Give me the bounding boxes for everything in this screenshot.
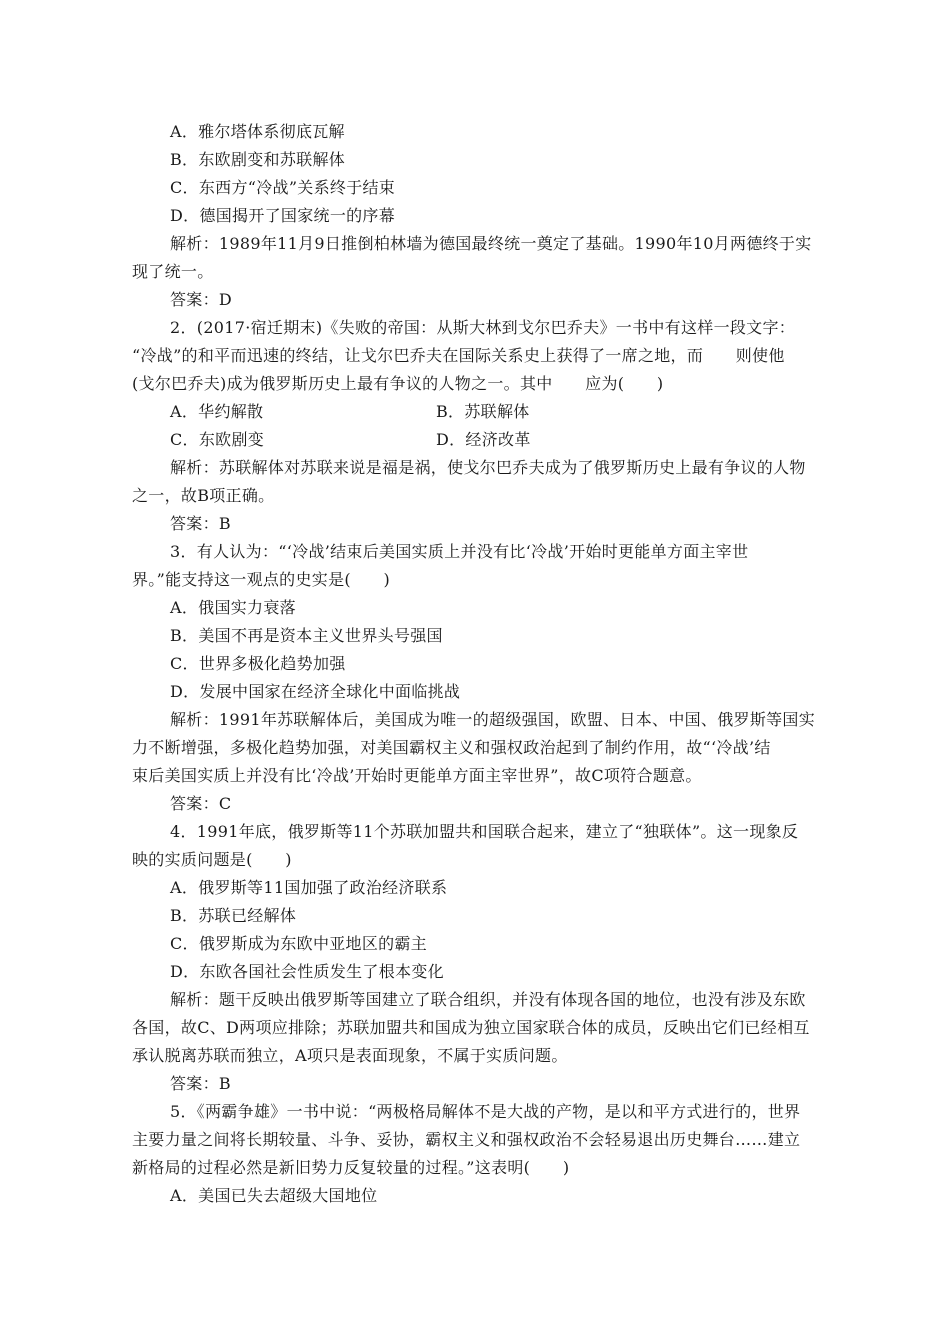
option-d-q1: D．德国揭开了国家统一的序幕 bbox=[170, 206, 396, 225]
question-4-line2: 映的实质问题是( ) bbox=[132, 850, 292, 869]
option-c-q1: C．东西方“冷战”关系终于结束 bbox=[170, 178, 396, 197]
analysis-q2-line2: 之一，故B项正确。 bbox=[132, 486, 275, 505]
question-5-line3: 新格局的过程必然是新旧势力反复较量的过程。”这表明( ) bbox=[132, 1158, 570, 1177]
analysis-q3-line3: 束后美国实质上并没有比‘冷战’开始时更能单方面主宰世界”，故C项符合题意。 bbox=[132, 766, 702, 785]
question-2-line2: “冷战”的和平而迅速的终结，让戈尔巴乔夫在国际关系史上获得了一席之地，而 则使他 bbox=[132, 346, 785, 365]
analysis-q1-line2: 现了统一。 bbox=[132, 262, 214, 281]
option-a-q3: A．俄国实力衰落 bbox=[170, 598, 296, 617]
option-b-q1: B．东欧剧变和苏联解体 bbox=[170, 150, 346, 169]
option-d-q4: D．东欧各国社会性质发生了根本变化 bbox=[170, 962, 444, 981]
analysis-q1-line1: 解析：1989年11月9日推倒柏林墙为德国最终统一奠定了基础。1990年10月两德终于实 bbox=[170, 234, 812, 253]
analysis-q2-line1: 解析：苏联解体对苏联来说是福是祸，使戈尔巴乔夫成为了俄罗斯历史上最有争议的人物 bbox=[170, 458, 806, 477]
option-c-q4: C．俄罗斯成为东欧中亚地区的霸主 bbox=[170, 934, 428, 953]
option-a-q5: A．美国已失去超级大国地位 bbox=[170, 1186, 378, 1205]
analysis-q4-line3: 承认脱离苏联而独立，A项只是表面现象，不属于实质问题。 bbox=[132, 1046, 568, 1065]
option-d-q3: D．发展中国家在经济全球化中面临挑战 bbox=[170, 682, 461, 701]
option-a-q2: A．华约解散 bbox=[170, 402, 264, 421]
analysis-q3-line1: 解析：1991年苏联解体后，美国成为唯一的超级强国，欧盟、日本、中国、俄罗斯等国实 bbox=[170, 710, 816, 729]
option-c-q3: C．世界多极化趋势加强 bbox=[170, 654, 346, 673]
option-c-q2: C．东欧剧变 bbox=[170, 430, 265, 449]
option-d-q2: D．经济改革 bbox=[436, 430, 531, 449]
question-5-line2: 主要力量之间将长期较量、斗争、妥协，霸权主义和强权政治不会轻易退出历史舞台……建立 bbox=[132, 1130, 801, 1149]
question-4-line1: 4．1991年底，俄罗斯等11个苏联加盟共和国联合起来，建立了“独联体”。这一现象反 bbox=[170, 822, 799, 841]
option-b-q4: B．苏联已经解体 bbox=[170, 906, 297, 925]
question-3-line1: 3．有人认为：“‘冷战’结束后美国实质上并没有比‘冷战’开始时更能单方面主宰世 bbox=[170, 542, 749, 561]
option-b-q3: B．美国不再是资本主义世界头号强国 bbox=[170, 626, 443, 645]
option-a-q1: A．雅尔塔体系彻底瓦解 bbox=[170, 122, 345, 141]
option-b-q2: B．苏联解体 bbox=[436, 402, 530, 421]
question-5-line1: 5．《两霸争雄》一书中说：“两极格局解体不是大战的产物，是以和平方式进行的，世界 bbox=[170, 1102, 801, 1121]
question-2-line1: 2．(2017·宿迁期末)《失败的帝国：从斯大林到戈尔巴乔夫》一书中有这样一段文字： bbox=[170, 318, 796, 337]
analysis-q4-line1: 解析：题干反映出俄罗斯等国建立了联合组织，并没有体现各国的地位，也没有涉及东欧 bbox=[170, 990, 806, 1009]
option-a-q4: A．俄罗斯等11国加强了政治经济联系 bbox=[170, 878, 448, 897]
question-3-line2: 界。”能支持这一观点的史实是( ) bbox=[132, 570, 391, 589]
answer-q1: 答案：D bbox=[170, 290, 233, 309]
question-2-line3: (戈尔巴乔夫)成为俄罗斯历史上最有争议的人物之一。其中 应为( ) bbox=[132, 374, 664, 393]
answer-q4: 答案：B bbox=[170, 1074, 231, 1093]
analysis-q3-line2: 力不断增强，多极化趋势加强，对美国霸权主义和强权政治起到了制约作用，故“‘冷战’结 bbox=[132, 738, 771, 757]
analysis-q4-line2: 各国，故C、D两项应排除；苏联加盟共和国成为独立国家联合体的成员，反映出它们已经相互 bbox=[132, 1018, 810, 1037]
answer-q2: 答案：B bbox=[170, 514, 231, 533]
answer-q3: 答案：C bbox=[170, 794, 232, 813]
